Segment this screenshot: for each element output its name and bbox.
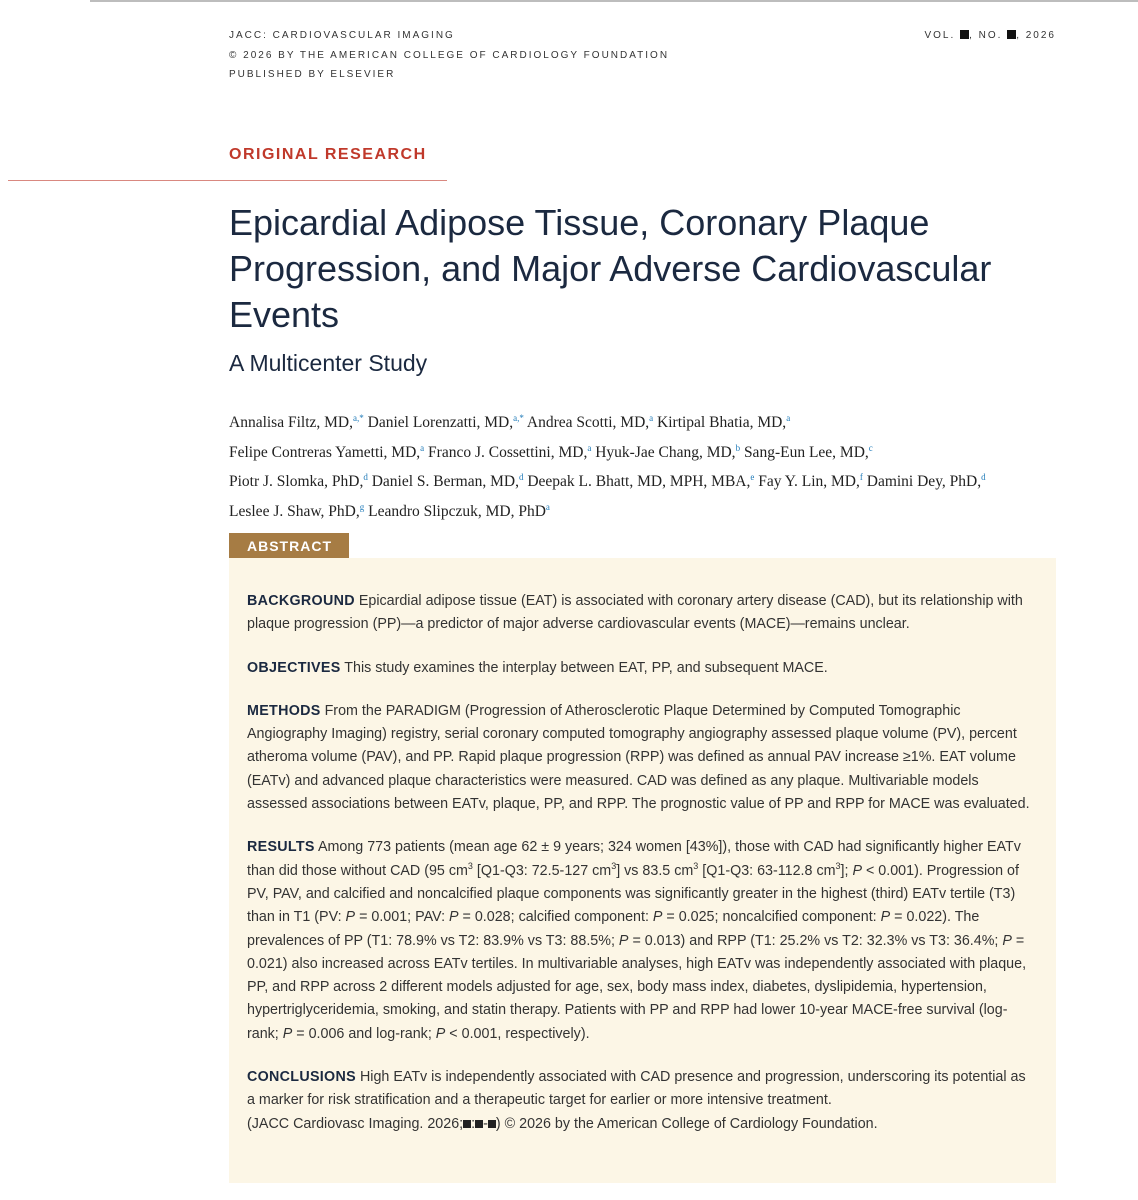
citation-colon: :: [471, 1115, 476, 1132]
p-value-symbol: P: [345, 909, 356, 926]
journal-name: JACC: CARDIOVASCULAR IMAGING: [229, 30, 455, 41]
results-text: < 0.001). Progression of PV, PAV, and calcified and noncalcified plaque components was significantly greater in the highest (third) EATv tertile (T3) than in T1 (PV:: [247, 862, 1019, 926]
results-text: = 0.028; calcified component:: [458, 909, 653, 926]
results-text: [Q1-Q3: 72.5-127 cm: [472, 862, 612, 879]
author-affiliation: g: [359, 501, 365, 512]
author-name: Hyuk-Jae Chang, MD,: [595, 443, 736, 461]
conclusions-heading: CONCLUSIONS: [247, 1069, 356, 1086]
journal-copyright: © 2026 BY THE AMERICAN COLLEGE OF CARDIOLOGY FOUNDATION: [229, 50, 670, 61]
article-subtitle: A Multicenter Study: [229, 350, 428, 376]
p-value-symbol: P: [1002, 932, 1012, 949]
journal-publisher: PUBLISHED BY ELSEVIER: [229, 69, 396, 80]
p-value-symbol: P: [852, 862, 862, 879]
unit-superscript: 3: [467, 860, 473, 871]
author-name: Kirtipal Bhatia, MD,: [657, 414, 787, 431]
author-affiliation: d: [518, 472, 524, 482]
author-name: Daniel S. Berman, MD,: [371, 473, 519, 490]
author-name: Annalisa Filtz, MD,: [229, 414, 353, 431]
abstract-methods: [247, 700, 1030, 816]
background-text: Epicardial adipose tissue (EAT) is associated with coronary artery disease (CAD), but its relationship with plaque progression (PP)—a predictor of major adverse cardiovascular events (MACE)—remains unclear.: [247, 593, 1023, 633]
author-list: [229, 406, 1069, 524]
redacted-square: [475, 1120, 483, 1128]
background-heading: BACKGROUND: [247, 593, 355, 609]
author-name: Leandro Slipczuk, MD, PhD: [368, 502, 546, 520]
section-rule: [8, 180, 447, 181]
objectives-text: This study examines the interplay between EAT, PP, and subsequent MACE.: [344, 659, 828, 676]
author-name: Leslee J. Shaw, PhD,: [229, 502, 360, 520]
results-text: = 0.022). The prevalences of PP (T1: 78.9% vs T2: 83.9% vs T3: 88.5%;: [247, 909, 980, 949]
citation-prefix: (JACC Cardiovasc Imaging. 2026;: [247, 1115, 464, 1132]
unit-superscript: 3: [835, 860, 841, 871]
results-text: Among 773 patients (mean age 62 ± 9 years; 324 women [43%]), those with CAD had significantly higher EATv than did those without CAD (95 cm: [247, 839, 1021, 879]
top-rule: [90, 0, 1138, 2]
p-value-symbol: P: [282, 1025, 293, 1042]
author-name: Franco J. Cossettini, MD,: [428, 443, 588, 461]
author-name: Daniel Lorenzatti, MD,: [367, 414, 514, 431]
citation-suffix: ) © 2026 by the American College of Cardiology Foundation.: [495, 1115, 878, 1132]
p-value-symbol: P: [880, 909, 891, 926]
author-affiliation: a: [786, 413, 791, 423]
author-name: Deepak L. Bhatt, MD, MPH, MBA,: [527, 473, 751, 490]
redacted-square: [488, 1120, 496, 1128]
objectives-heading: OBJECTIVES: [247, 659, 341, 676]
abstract-objectives: [247, 657, 1030, 680]
p-value-symbol: P: [435, 1025, 446, 1042]
vol-year: , 2026: [1016, 30, 1056, 41]
results-text: = 0.001; PAV:: [355, 909, 450, 926]
author-affiliation: a: [587, 442, 592, 453]
author-affiliation: a: [545, 501, 550, 512]
p-value-symbol: P: [618, 932, 629, 949]
author-affiliation: f: [859, 472, 863, 482]
redacted-square: [1007, 30, 1016, 39]
results-text: = 0.021) also increased across EATv tertiles. In multivariable analyses, high EATv was independently associated with plaque, PP, and RPP across 2 different models adjusted for age, sex, body mass index, diabetes, dyslipidemia, hypertension, hypertriglyceridemia, smoking, and statin therapy. Patients with PP and RPP had lower 10-year MACE-free survival (log-rank;: [247, 932, 1027, 1042]
author-affiliation: d: [363, 472, 368, 482]
author-affiliation: a,*: [353, 413, 364, 423]
no-label: NO.: [978, 30, 1003, 41]
abstract-results: [247, 836, 1030, 1046]
author-affiliation: a: [420, 442, 425, 453]
results-text: ] vs 83.5 cm: [616, 862, 694, 879]
redacted-square: [960, 30, 969, 39]
volume-info: VOL. , NO. , 2026: [924, 30, 1056, 41]
article-title: Epicardial Adipose Tissue, Coronary Plaque Progression, and Major Adverse Cardiovascular Events: [229, 202, 992, 335]
results-text: < 0.001, respectively).: [445, 1025, 590, 1042]
methods-heading: METHODS: [247, 702, 321, 719]
results-text: = 0.013) and RPP (T1: 25.2% vs T2: 32.3% vs T3: 36.4%;: [628, 932, 1003, 949]
section-label: ORIGINAL RESEARCH: [229, 146, 427, 163]
abstract-box: [229, 558, 1056, 1183]
author-name: Piotr J. Slomka, PhD,: [229, 473, 364, 490]
author-affiliation: d: [981, 472, 986, 482]
citation-dash: -: [483, 1115, 488, 1132]
abstract-label: ABSTRACT: [229, 533, 349, 559]
results-text: = 0.025; noncalcified component:: [662, 909, 881, 926]
results-heading: RESULTS: [247, 839, 315, 856]
author-name: Fay Y. Lin, MD,: [758, 473, 860, 490]
author-affiliation: a: [649, 413, 654, 423]
p-value-symbol: P: [449, 909, 459, 926]
author-name: Andrea Scotti, MD,: [526, 414, 650, 431]
unit-superscript: 3: [693, 860, 699, 871]
author-name: Felipe Contreras Yametti, MD,: [229, 443, 421, 461]
unit-superscript: 3: [611, 860, 617, 871]
author-affiliation: c: [868, 442, 873, 453]
results-text: ];: [840, 862, 853, 879]
author-affiliation: a,*: [513, 413, 524, 423]
redacted-square: [463, 1120, 471, 1128]
author-affiliation: e: [750, 472, 755, 482]
conclusions-text: High EATv is independently associated with CAD presence and progression, underscoring its potential as a marker for risk stratification and a therapeutic target for earlier or more intensive treatment.: [247, 1069, 1026, 1109]
author-name: Damini Dey, PhD,: [866, 473, 982, 490]
results-text: = 0.006 and log-rank;: [292, 1025, 436, 1042]
abstract-conclusions: [247, 1066, 1030, 1136]
abstract-background: [247, 590, 1030, 637]
methods-text: From the PARADIGM (Progression of Atherosclerotic Plaque Determined by Computed Tomographic Angiography Imaging) registry, serial coronary computed tomography angiography assessed plaque volume (PV), percent atheroma volume (PAV), and PP. Rapid plaque progression (RPP) was defined as annual PAV increase ≥1%. EAT volume (EATv) and advanced plaque characteristics were measured. CAD was defined as any plaque. Multivariable models assessed associations between EATv, plaque, PP, and RPP. The prognostic value of PP and RPP for MACE was evaluated.: [247, 702, 1030, 813]
author-name: Sang-Eun Lee, MD,: [743, 443, 869, 461]
results-text: [Q1-Q3: 63-112.8 cm: [698, 862, 836, 879]
p-value-symbol: P: [652, 909, 663, 926]
author-affiliation: b: [735, 442, 741, 453]
vol-label: VOL.: [924, 30, 956, 41]
